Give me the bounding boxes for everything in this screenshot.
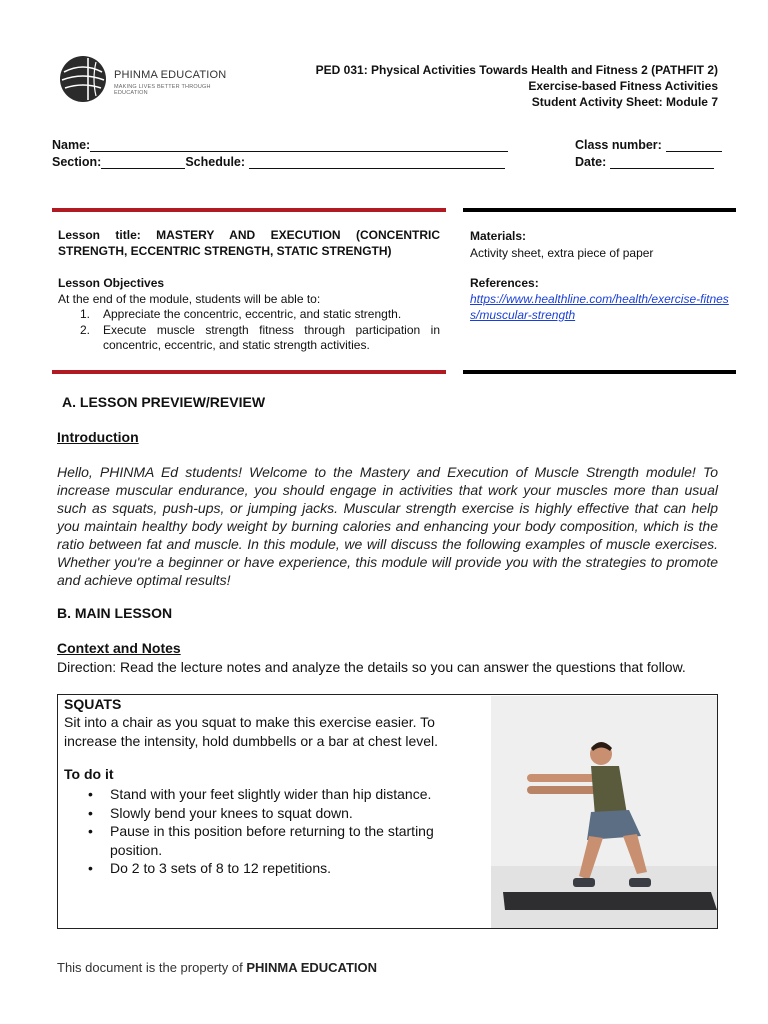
list-item <box>64 785 484 804</box>
course-title: PED 031: Physical Activities Towards Health and Fitness 2 (PATHFIT 2) <box>315 63 718 77</box>
context-notes-heading: Context and Notes <box>57 640 181 656</box>
step-text: Stand with your feet slightly wider than hip distance. <box>110 786 432 802</box>
phinma-globe-icon <box>58 54 108 104</box>
squats-box <box>57 694 718 929</box>
introduction-heading: Introduction <box>57 429 139 445</box>
objectives-heading: Lesson Objectives <box>58 276 165 290</box>
black-rule-top <box>463 208 736 212</box>
step-text: Do 2 to 3 sets of 8 to 12 repetitions. <box>110 860 332 876</box>
lesson-title: Lesson title: MASTERY AND EXECUTION (CONCENTRIC STRENGTH, ECCENTRIC STRENGTH, STATIC STRENGTH) <box>58 228 440 258</box>
step-text: Pause in this position before returning to the starting position. <box>110 823 434 858</box>
objective-text: Execute muscle strength fitness through participation in concentric, eccentric, and static strength activities. <box>103 322 440 352</box>
section-line[interactable] <box>101 156 185 169</box>
schedule-line[interactable] <box>249 156 505 169</box>
objectives-intro: At the end of the module, students will be able to: <box>58 292 321 306</box>
reference-link[interactable]: https://www.healthline.com/health/exercise-fitness/muscular-strength <box>470 292 729 322</box>
objective-item <box>58 307 440 323</box>
materials-heading: Materials: <box>470 229 527 243</box>
date-line[interactable] <box>610 156 714 169</box>
black-rule-bottom <box>463 370 736 374</box>
list-item <box>64 804 484 823</box>
materials-text: Activity sheet, extra piece of paper <box>470 246 654 260</box>
bullet-icon: • <box>88 860 93 876</box>
name-label: Name: <box>52 138 91 152</box>
classnumber-field <box>575 138 722 152</box>
classnumber-label: Class number: <box>575 138 662 152</box>
section-a-heading: A. LESSON PREVIEW/REVIEW <box>62 394 266 410</box>
red-rule-top <box>52 208 446 212</box>
bullet-icon: • <box>88 804 93 821</box>
squat-exercise-photo <box>491 696 717 928</box>
objectives-list <box>58 307 440 354</box>
references-heading: References: <box>470 276 539 290</box>
squats-description: Sit into a chair as you squat to make this exercise easier. To increase the intensity, hold dumbbells or a bar at chest level. <box>64 714 439 749</box>
phinma-logo <box>58 54 228 108</box>
footer-prefix: This document is the property of <box>57 960 247 975</box>
section-label: Section: <box>52 155 102 169</box>
sheet-title: Student Activity Sheet: Module 7 <box>531 95 718 109</box>
objective-text: Appreciate the concentric, eccentric, and static strength. <box>103 307 402 321</box>
date-label: Date: <box>575 155 607 169</box>
document-header <box>316 62 718 110</box>
bullet-icon: • <box>88 786 93 802</box>
list-item <box>64 859 484 878</box>
red-rule-bottom <box>52 370 446 374</box>
bullet-icon: • <box>88 823 93 839</box>
logo-brand-text: PHINMA EDUCATION <box>114 69 227 81</box>
objective-item <box>58 323 440 354</box>
course-subtitle: Exercise-based Fitness Activities <box>528 79 718 93</box>
section-b-heading: B. MAIN LESSON <box>57 605 173 621</box>
list-item <box>64 822 484 859</box>
introduction-text: Hello, PHINMA Ed students! Welcome to the Mastery and Execution of Muscle Strength module! To increase muscular endurance, you should engage in activities that work your muscles more than usual such as squats, push-ups, or jumping jacks. Muscular strength exercise is highly effective that can help you maintain healthy body weight by burning calories and enhancing your body composition, which is the ratio between fat and muscle. In this module, we will discuss the following examples of muscle exercises. Whether you're a beginner or have experience, this module will provide you with the strategies to promote and achieve optimal results! <box>57 464 718 588</box>
objective-number: 1. <box>80 307 91 321</box>
direction-text: Direction: Read the lecture notes and analyze the details so you can answer the questions that follow. <box>57 659 686 675</box>
section-schedule-field <box>52 155 505 169</box>
logo-tagline: MAKING LIVES BETTER THROUGH EDUCATION <box>114 84 211 96</box>
schedule-label: Schedule: <box>185 155 246 169</box>
squats-title: SQUATS <box>64 696 122 712</box>
objective-number: 2. <box>80 322 91 337</box>
to-do-heading: To do it <box>64 766 114 782</box>
date-field <box>575 155 714 169</box>
step-text: Slowly bend your knees to squat down. <box>110 804 353 821</box>
footer <box>57 960 377 975</box>
name-field <box>52 138 508 152</box>
footer-owner: PHINMA EDUCATION <box>246 960 378 975</box>
squats-steps-list <box>64 785 484 878</box>
classnumber-line[interactable] <box>666 139 722 152</box>
name-line[interactable] <box>90 139 508 152</box>
